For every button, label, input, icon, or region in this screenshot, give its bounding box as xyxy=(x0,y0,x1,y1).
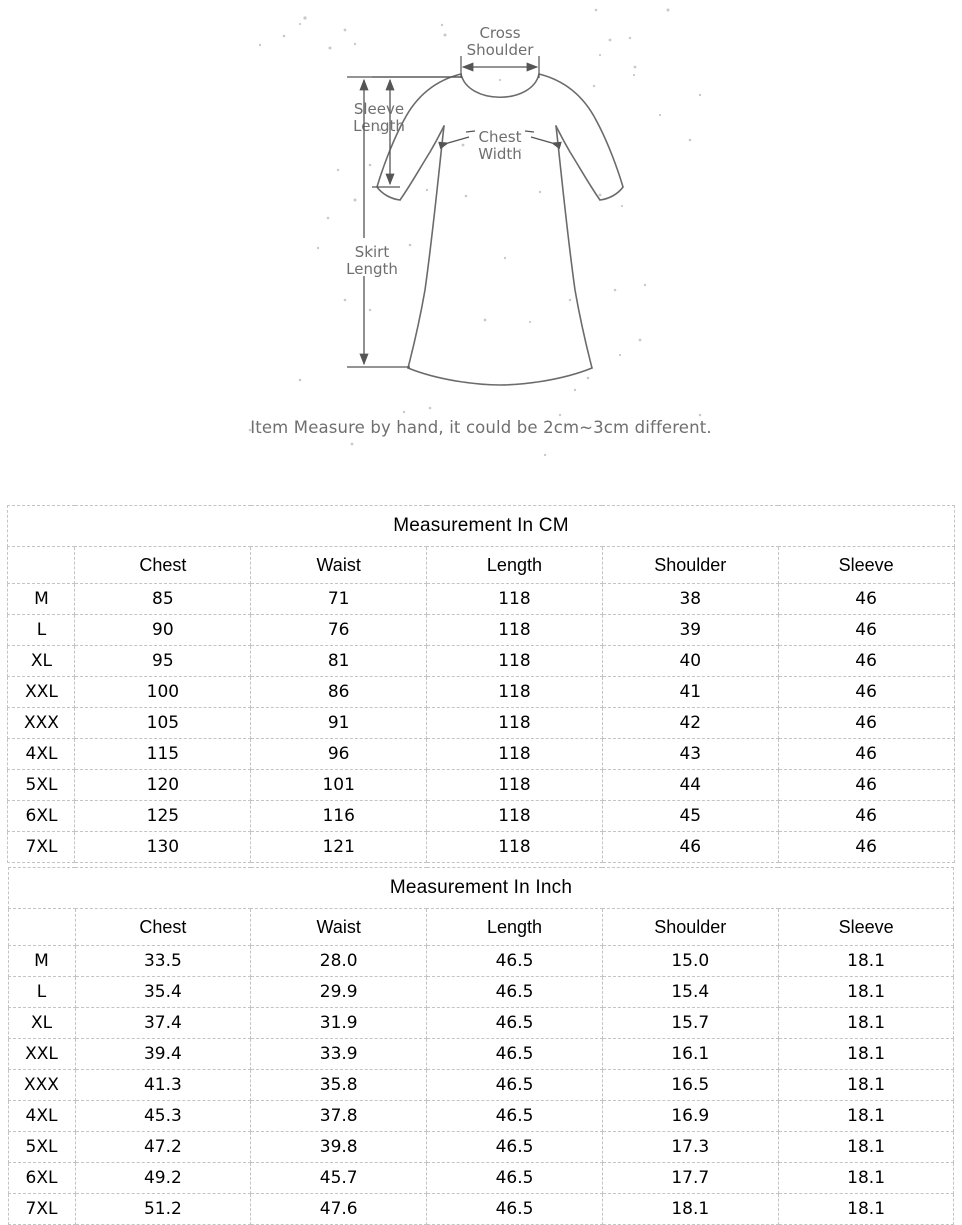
cell-chest: 51.2 xyxy=(75,1194,251,1225)
column-header-shoulder: Shoulder xyxy=(602,909,778,946)
cell-sleeve: 18.1 xyxy=(778,1194,954,1225)
table-row xyxy=(8,1039,954,1070)
cell-sleeve: 46 xyxy=(778,646,954,677)
cell-length: 118 xyxy=(427,770,603,801)
cross-shoulder-label: Cross xyxy=(479,24,521,42)
cell-length: 46.5 xyxy=(427,1070,603,1101)
cell-shoulder: 41 xyxy=(602,677,778,708)
table-header-row xyxy=(8,547,954,584)
table-row xyxy=(8,1194,954,1225)
cell-length: 46.5 xyxy=(427,1163,603,1194)
cell-sleeve: 46 xyxy=(778,801,954,832)
cell-chest: 85 xyxy=(75,584,251,615)
cell-length: 46.5 xyxy=(427,1039,603,1070)
cell-sleeve: 18.1 xyxy=(778,1101,954,1132)
measurement-table-inch xyxy=(8,867,955,1225)
cell-sleeve: 18.1 xyxy=(778,1070,954,1101)
cell-waist: 81 xyxy=(251,646,427,677)
cell-shoulder: 16.1 xyxy=(602,1039,778,1070)
cell-length: 118 xyxy=(427,584,603,615)
cell-waist: 37.8 xyxy=(251,1101,427,1132)
column-header-shoulder: Shoulder xyxy=(602,547,778,584)
table-header-row xyxy=(8,909,954,946)
cell-waist: 31.9 xyxy=(251,1008,427,1039)
cross-shoulder-label-2: Shoulder xyxy=(466,41,534,59)
cell-shoulder: 17.3 xyxy=(602,1132,778,1163)
size-label: XXL xyxy=(8,1039,75,1070)
cell-sleeve: 18.1 xyxy=(778,946,954,977)
cell-chest: 105 xyxy=(75,708,251,739)
cell-chest: 49.2 xyxy=(75,1163,251,1194)
cell-sleeve: 18.1 xyxy=(778,1008,954,1039)
cell-chest: 130 xyxy=(75,832,251,863)
column-header-sleeve: Sleeve xyxy=(778,547,954,584)
cell-chest: 120 xyxy=(75,770,251,801)
cell-length: 46.5 xyxy=(427,1194,603,1225)
table-row xyxy=(8,1132,954,1163)
cm-table-body xyxy=(8,506,954,863)
inch-table-title: Measurement In Inch xyxy=(8,868,954,909)
cell-shoulder: 16.5 xyxy=(602,1070,778,1101)
measurement-table-cm xyxy=(7,505,954,863)
cell-length: 46.5 xyxy=(427,977,603,1008)
table-title-row xyxy=(8,868,954,909)
size-label: XXX xyxy=(8,708,75,739)
cell-sleeve: 46 xyxy=(778,615,954,646)
table-row xyxy=(8,677,954,708)
cell-sleeve: 46 xyxy=(778,832,954,863)
cell-shoulder: 43 xyxy=(602,739,778,770)
cell-shoulder: 39 xyxy=(602,615,778,646)
table-row xyxy=(8,770,954,801)
cell-waist: 71 xyxy=(251,584,427,615)
size-diagram-section xyxy=(0,0,962,500)
cell-sleeve: 46 xyxy=(778,739,954,770)
cell-chest: 115 xyxy=(75,739,251,770)
cell-sleeve: 46 xyxy=(778,708,954,739)
measurement-note: Item Measure by hand, it could be 2cm~3cm different. xyxy=(250,418,712,437)
cell-shoulder: 15.7 xyxy=(602,1008,778,1039)
cell-length: 46.5 xyxy=(427,946,603,977)
cell-length: 46.5 xyxy=(427,1008,603,1039)
cell-waist: 47.6 xyxy=(251,1194,427,1225)
table-row xyxy=(8,646,954,677)
cell-waist: 29.9 xyxy=(251,977,427,1008)
column-header-chest: Chest xyxy=(75,547,251,584)
column-header-length: Length xyxy=(427,909,603,946)
cell-chest: 37.4 xyxy=(75,1008,251,1039)
cm-table-title: Measurement In CM xyxy=(8,506,954,547)
speckle-noise xyxy=(249,9,702,457)
size-label: 7XL xyxy=(8,1194,75,1225)
cross-shoulder-dimension xyxy=(461,56,539,78)
cell-waist: 39.8 xyxy=(251,1132,427,1163)
cell-waist: 96 xyxy=(251,739,427,770)
cell-chest: 45.3 xyxy=(75,1101,251,1132)
cell-chest: 33.5 xyxy=(75,946,251,977)
cell-chest: 100 xyxy=(75,677,251,708)
cell-chest: 39.4 xyxy=(75,1039,251,1070)
size-label: XXX xyxy=(8,1070,75,1101)
size-label: 6XL xyxy=(8,1163,75,1194)
dress-outline xyxy=(377,74,623,385)
cell-waist: 45.7 xyxy=(251,1163,427,1194)
column-header-chest: Chest xyxy=(75,909,251,946)
cell-shoulder: 40 xyxy=(602,646,778,677)
cell-length: 118 xyxy=(427,646,603,677)
cell-length: 46.5 xyxy=(427,1101,603,1132)
cell-waist: 116 xyxy=(251,801,427,832)
table-row xyxy=(8,946,954,977)
cell-length: 118 xyxy=(427,615,603,646)
cell-length: 46.5 xyxy=(427,1132,603,1163)
skirt-length-label-2: Length xyxy=(346,260,398,278)
cell-waist: 28.0 xyxy=(251,946,427,977)
column-header-waist: Waist xyxy=(251,909,427,946)
size-label: XXL xyxy=(8,677,75,708)
cell-shoulder: 42 xyxy=(602,708,778,739)
size-label: L xyxy=(8,977,75,1008)
cell-length: 118 xyxy=(427,677,603,708)
cell-shoulder: 15.4 xyxy=(602,977,778,1008)
column-header-size xyxy=(8,547,75,584)
table-row xyxy=(8,1008,954,1039)
column-header-waist: Waist xyxy=(251,547,427,584)
cell-length: 118 xyxy=(427,832,603,863)
size-label: 7XL xyxy=(8,832,75,863)
table-row xyxy=(8,1163,954,1194)
column-header-length: Length xyxy=(427,547,603,584)
inch-table-body xyxy=(8,868,954,1225)
size-label: 5XL xyxy=(8,770,75,801)
sleeve-length-label: Sleeve xyxy=(353,100,405,118)
table-row xyxy=(8,801,954,832)
cell-shoulder: 46 xyxy=(602,832,778,863)
chest-width-label-2: Width xyxy=(478,145,522,163)
cell-length: 118 xyxy=(427,801,603,832)
inch-table-container xyxy=(0,867,962,1225)
size-label: L xyxy=(8,615,75,646)
table-row xyxy=(8,615,954,646)
size-label: 6XL xyxy=(8,801,75,832)
cell-waist: 76 xyxy=(251,615,427,646)
cell-shoulder: 38 xyxy=(602,584,778,615)
cell-sleeve: 18.1 xyxy=(778,1163,954,1194)
cell-sleeve: 46 xyxy=(778,677,954,708)
skirt-length-label: Skirt xyxy=(354,243,390,261)
sleeve-length-label-2: Length xyxy=(353,117,405,135)
table-row xyxy=(8,584,954,615)
table-row xyxy=(8,1101,954,1132)
cell-waist: 101 xyxy=(251,770,427,801)
cell-shoulder: 15.0 xyxy=(602,946,778,977)
cm-table-container xyxy=(0,505,962,863)
cell-chest: 41.3 xyxy=(75,1070,251,1101)
table-row xyxy=(8,739,954,770)
column-header-sleeve: Sleeve xyxy=(778,909,954,946)
cell-shoulder: 16.9 xyxy=(602,1101,778,1132)
cell-shoulder: 17.7 xyxy=(602,1163,778,1194)
size-label: 4XL xyxy=(8,739,75,770)
size-label: XL xyxy=(8,1008,75,1039)
cell-waist: 121 xyxy=(251,832,427,863)
table-row xyxy=(8,1070,954,1101)
cell-sleeve: 46 xyxy=(778,770,954,801)
chest-width-label: Chest xyxy=(478,128,522,146)
cell-waist: 86 xyxy=(251,677,427,708)
cell-chest: 90 xyxy=(75,615,251,646)
column-header-size xyxy=(8,909,75,946)
cell-sleeve: 18.1 xyxy=(778,977,954,1008)
cell-sleeve: 46 xyxy=(778,584,954,615)
cell-shoulder: 45 xyxy=(602,801,778,832)
cell-chest: 47.2 xyxy=(75,1132,251,1163)
cell-waist: 91 xyxy=(251,708,427,739)
size-label: 4XL xyxy=(8,1101,75,1132)
cell-waist: 35.8 xyxy=(251,1070,427,1101)
cell-chest: 125 xyxy=(75,801,251,832)
cell-length: 118 xyxy=(427,708,603,739)
cell-sleeve: 18.1 xyxy=(778,1039,954,1070)
dress-measurement-diagram xyxy=(0,0,962,460)
size-label: 5XL xyxy=(8,1132,75,1163)
table-row xyxy=(8,977,954,1008)
size-label: XL xyxy=(8,646,75,677)
cell-length: 118 xyxy=(427,739,603,770)
table-row xyxy=(8,708,954,739)
table-title-row xyxy=(8,506,954,547)
cell-waist: 33.9 xyxy=(251,1039,427,1070)
table-row xyxy=(8,832,954,863)
size-label: M xyxy=(8,584,75,615)
cell-sleeve: 18.1 xyxy=(778,1132,954,1163)
cell-shoulder: 44 xyxy=(602,770,778,801)
cell-chest: 95 xyxy=(75,646,251,677)
size-label: M xyxy=(8,946,75,977)
cell-shoulder: 18.1 xyxy=(602,1194,778,1225)
cell-chest: 35.4 xyxy=(75,977,251,1008)
